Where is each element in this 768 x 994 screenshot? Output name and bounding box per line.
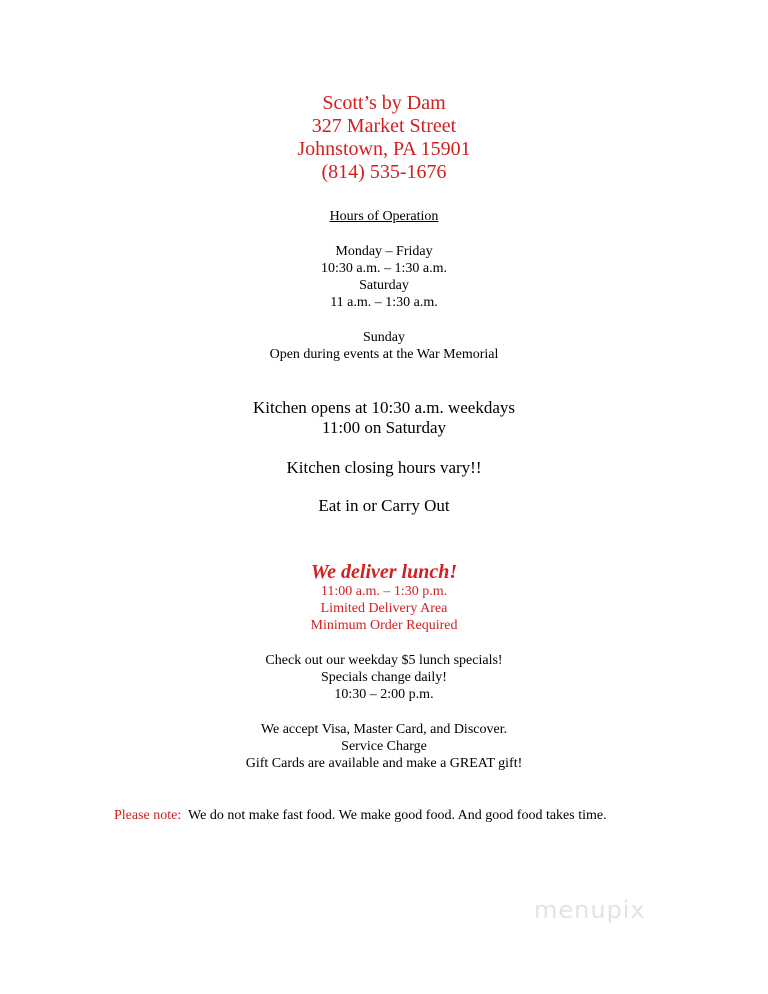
payment-line-2: Service Charge xyxy=(341,739,427,754)
delivery-area: Limited Delivery Area xyxy=(320,601,448,616)
sunday-label: Sunday xyxy=(363,330,405,345)
note-label: Please note: xyxy=(114,808,182,823)
saturday-label: Saturday xyxy=(359,278,409,293)
weekday-label: Monday – Friday xyxy=(335,244,433,259)
delivery-hours: 11:00 a.m. – 1:30 p.m. xyxy=(320,584,448,599)
weekday-hours: 10:30 a.m. – 1:30 a.m. xyxy=(321,261,447,276)
delivery-headline: We deliver lunch! xyxy=(310,561,458,583)
kitchen-opens-weekdays: Kitchen opens at 10:30 a.m. weekdays xyxy=(252,398,515,417)
delivery-minimum: Minimum Order Required xyxy=(310,618,458,633)
payment-line-3: Gift Cards are available and make a GREAT gift! xyxy=(245,756,523,771)
saturday-hours: 11 a.m. – 1:30 a.m. xyxy=(330,295,438,310)
payment-line-1: We accept Visa, Master Card, and Discover. xyxy=(260,722,508,737)
hours-title: Hours of Operation xyxy=(329,209,439,224)
service-type: Eat in or Carry Out xyxy=(318,496,450,515)
specials-line-2: Specials change daily! xyxy=(321,670,447,685)
sunday-hours: Open during events at the War Memorial xyxy=(269,347,499,362)
please-note xyxy=(114,808,607,824)
kitchen-closing: Kitchen closing hours vary!! xyxy=(286,458,482,477)
specials-line-3: 10:30 – 2:00 p.m. xyxy=(334,687,434,702)
menupix-watermark: menupix xyxy=(534,896,646,924)
street-address: 327 Market Street xyxy=(311,115,457,137)
note-text: We do not make fast food. We make good food. And good food takes time. xyxy=(188,808,607,823)
restaurant-name: Scott’s by Dam xyxy=(322,92,446,114)
kitchen-opens-saturday: 11:00 on Saturday xyxy=(321,418,447,437)
city-state-zip: Johnstown, PA 15901 xyxy=(297,138,471,160)
specials-line-1: Check out our weekday $5 lunch specials! xyxy=(265,653,503,668)
phone-number: (814) 535-1676 xyxy=(321,161,447,183)
